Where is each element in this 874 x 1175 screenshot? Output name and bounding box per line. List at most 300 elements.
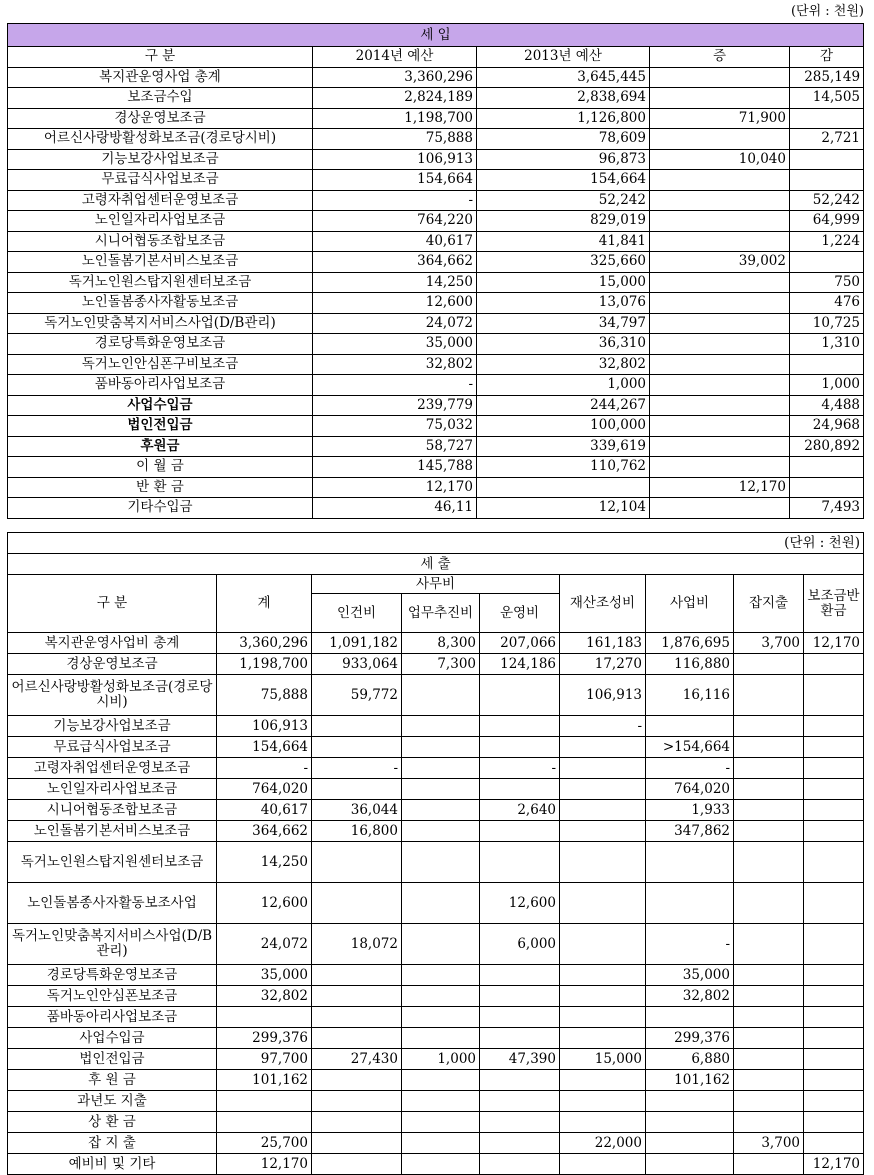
revenue-row-2013: 36,310 bbox=[477, 334, 650, 355]
revenue-row-2014: 75,032 bbox=[313, 416, 477, 437]
revenue-row bbox=[8, 477, 864, 498]
expense-row-refund bbox=[804, 1112, 864, 1133]
revenue-row-2014: 154,664 bbox=[313, 170, 477, 191]
revenue-row-2014: 2,824,189 bbox=[313, 88, 477, 109]
revenue-col-increase: 증 bbox=[650, 47, 790, 68]
expense-row-refund bbox=[804, 758, 864, 779]
expense-row-name: 법인전입금 bbox=[8, 1049, 217, 1070]
revenue-row bbox=[8, 375, 864, 396]
expense-row-asset: 106,913 bbox=[560, 675, 646, 716]
expense-row-personnel: 18,072 bbox=[312, 924, 402, 965]
expense-row-name: 독거노인맞춤복지서비스사업(D/B관리) bbox=[8, 924, 217, 965]
expense-row-business bbox=[646, 716, 734, 737]
expense-row-asset bbox=[560, 800, 646, 821]
expense-row-business: 6,880 bbox=[646, 1049, 734, 1070]
expense-col-personnel: 인건비 bbox=[312, 594, 402, 633]
revenue-row bbox=[8, 416, 864, 437]
revenue-row-name: 기타수입금 bbox=[8, 498, 313, 519]
expense-row-personnel bbox=[312, 883, 402, 924]
expense-row-business: 35,000 bbox=[646, 965, 734, 986]
expense-row-work-promo: 8,300 bbox=[402, 633, 480, 654]
expense-row-total: 40,617 bbox=[217, 800, 312, 821]
revenue-row-2013: 41,841 bbox=[477, 231, 650, 252]
revenue-row-name: 사업수입금 bbox=[8, 395, 313, 416]
expense-row-total: 75,888 bbox=[217, 675, 312, 716]
expense-row-refund bbox=[804, 737, 864, 758]
expense-row-total bbox=[217, 1091, 312, 1112]
revenue-row-name: 어르신사랑방활성화보조금(경로당시비) bbox=[8, 129, 313, 150]
expense-col-misc: 잡지출 bbox=[734, 575, 804, 633]
expense-row bbox=[8, 1091, 864, 1112]
expense-row-personnel bbox=[312, 1112, 402, 1133]
expense-row-operation bbox=[480, 821, 560, 842]
expense-section-title: 세 출 bbox=[8, 554, 864, 575]
expense-row-refund bbox=[804, 800, 864, 821]
expense-row-operation bbox=[480, 1091, 560, 1112]
expense-row-misc: 3,700 bbox=[734, 633, 804, 654]
expense-row-total: 25,700 bbox=[217, 1133, 312, 1154]
revenue-row-increase bbox=[650, 334, 790, 355]
revenue-row-decrease bbox=[790, 252, 864, 273]
expense-col-business: 사업비 bbox=[646, 575, 734, 633]
expense-row-work-promo: 7,300 bbox=[402, 654, 480, 675]
expense-row-name: 예비비 및 기타 bbox=[8, 1154, 217, 1175]
expense-row bbox=[8, 1154, 864, 1175]
expense-row-refund bbox=[804, 675, 864, 716]
expense-row-name: 경상운영보조금 bbox=[8, 654, 217, 675]
expense-row-total: 154,664 bbox=[217, 737, 312, 758]
expense-row-name: 독거노인원스탑지원센터보조금 bbox=[8, 842, 217, 883]
expense-row-misc bbox=[734, 821, 804, 842]
expense-row-misc bbox=[734, 737, 804, 758]
expense-row-name: 복지관운영사업비 총계 bbox=[8, 633, 217, 654]
expense-row-business bbox=[646, 1112, 734, 1133]
revenue-row bbox=[8, 129, 864, 150]
expense-row-work-promo bbox=[402, 675, 480, 716]
expense-row-operation bbox=[480, 1007, 560, 1028]
expense-row-asset bbox=[560, 986, 646, 1007]
revenue-row bbox=[8, 88, 864, 109]
expense-row-asset bbox=[560, 883, 646, 924]
revenue-row-decrease: 280,892 bbox=[790, 436, 864, 457]
expense-row-total: 35,000 bbox=[217, 965, 312, 986]
revenue-row-2014: 1,198,700 bbox=[313, 108, 477, 129]
expense-row-total: 764,020 bbox=[217, 779, 312, 800]
expense-row bbox=[8, 633, 864, 654]
revenue-row-2013: 1,000 bbox=[477, 375, 650, 396]
revenue-row bbox=[8, 211, 864, 232]
revenue-row-increase: 39,002 bbox=[650, 252, 790, 273]
revenue-row-2013: 1,126,800 bbox=[477, 108, 650, 129]
revenue-row-decrease bbox=[790, 457, 864, 478]
revenue-row-name: 이 월 금 bbox=[8, 457, 313, 478]
revenue-row-2014: - bbox=[313, 375, 477, 396]
revenue-row-2013: 3,645,445 bbox=[477, 67, 650, 88]
expense-row-work-promo bbox=[402, 779, 480, 800]
expense-row-personnel bbox=[312, 1028, 402, 1049]
revenue-row-2013: 244,267 bbox=[477, 395, 650, 416]
revenue-row-name: 반 환 금 bbox=[8, 477, 313, 498]
expense-row-personnel: 933,064 bbox=[312, 654, 402, 675]
expense-row-asset bbox=[560, 842, 646, 883]
expense-row-misc bbox=[734, 842, 804, 883]
expense-row-name: 경로당특화운영보조금 bbox=[8, 965, 217, 986]
revenue-row-increase bbox=[650, 375, 790, 396]
expense-row-operation bbox=[480, 986, 560, 1007]
expense-row-work-promo bbox=[402, 1091, 480, 1112]
expense-row-operation bbox=[480, 1028, 560, 1049]
revenue-row bbox=[8, 149, 864, 170]
revenue-row bbox=[8, 457, 864, 478]
revenue-row bbox=[8, 498, 864, 519]
expense-row-work-promo bbox=[402, 737, 480, 758]
revenue-row-2014: 75,888 bbox=[313, 129, 477, 150]
revenue-row-increase bbox=[650, 88, 790, 109]
revenue-row-increase bbox=[650, 498, 790, 519]
expense-row-business: >154,664 bbox=[646, 737, 734, 758]
expense-row-total: 364,662 bbox=[217, 821, 312, 842]
revenue-row-2013: 13,076 bbox=[477, 293, 650, 314]
expense-row-misc bbox=[734, 758, 804, 779]
expense-row-refund bbox=[804, 1028, 864, 1049]
expense-row-business: 101,162 bbox=[646, 1070, 734, 1091]
revenue-row-decrease: 285,149 bbox=[790, 67, 864, 88]
expense-row-refund bbox=[804, 1070, 864, 1091]
expense-row bbox=[8, 924, 864, 965]
revenue-row-name: 독거노인원스탑지원센터보조금 bbox=[8, 272, 313, 293]
expense-row-operation: 6,000 bbox=[480, 924, 560, 965]
revenue-row-decrease: 4,488 bbox=[790, 395, 864, 416]
revenue-row-increase bbox=[650, 416, 790, 437]
revenue-row-decrease: 64,999 bbox=[790, 211, 864, 232]
revenue-row-2013: 34,797 bbox=[477, 313, 650, 334]
revenue-row-name: 독거노인맞춤복지서비스사업(D/B관리) bbox=[8, 313, 313, 334]
expense-row bbox=[8, 1112, 864, 1133]
expense-row-total: 12,170 bbox=[217, 1154, 312, 1175]
expense-row-personnel: 36,044 bbox=[312, 800, 402, 821]
revenue-row bbox=[8, 108, 864, 129]
expense-row-misc bbox=[734, 654, 804, 675]
expense-row-operation: 207,066 bbox=[480, 633, 560, 654]
expense-row-personnel bbox=[312, 1070, 402, 1091]
revenue-table bbox=[7, 23, 864, 519]
revenue-row-name: 품바동아리사업보조금 bbox=[8, 375, 313, 396]
expense-row-name: 잡 지 출 bbox=[8, 1133, 217, 1154]
revenue-row bbox=[8, 252, 864, 273]
expense-row bbox=[8, 737, 864, 758]
revenue-row-decrease: 2,721 bbox=[790, 129, 864, 150]
expense-row-operation bbox=[480, 779, 560, 800]
expense-row-operation bbox=[480, 842, 560, 883]
revenue-row bbox=[8, 190, 864, 211]
expense-row-total: 299,376 bbox=[217, 1028, 312, 1049]
revenue-row-increase bbox=[650, 272, 790, 293]
expense-row bbox=[8, 1049, 864, 1070]
revenue-row-name: 시니어협동조합보조금 bbox=[8, 231, 313, 252]
revenue-row-2013: 339,619 bbox=[477, 436, 650, 457]
expense-row-asset: - bbox=[560, 716, 646, 737]
expense-row-misc bbox=[734, 675, 804, 716]
expense-row-personnel bbox=[312, 779, 402, 800]
expense-row-misc bbox=[734, 1028, 804, 1049]
expense-row-personnel: 1,091,182 bbox=[312, 633, 402, 654]
expense-row-business: 32,802 bbox=[646, 986, 734, 1007]
expense-row-personnel: 16,800 bbox=[312, 821, 402, 842]
expense-row-total: 97,700 bbox=[217, 1049, 312, 1070]
expense-row-work-promo bbox=[402, 821, 480, 842]
expense-row-refund: 12,170 bbox=[804, 1154, 864, 1175]
expense-row-total: 101,162 bbox=[217, 1070, 312, 1091]
expense-row-business bbox=[646, 1133, 734, 1154]
expense-row-misc bbox=[734, 1112, 804, 1133]
expense-row-refund bbox=[804, 821, 864, 842]
expense-row-work-promo bbox=[402, 1154, 480, 1175]
expense-row-operation bbox=[480, 1133, 560, 1154]
expense-row-misc bbox=[734, 965, 804, 986]
revenue-row-name: 복지관운영사업 총계 bbox=[8, 67, 313, 88]
revenue-row bbox=[8, 170, 864, 191]
revenue-row-2014: 12,600 bbox=[313, 293, 477, 314]
expense-row-operation: 124,186 bbox=[480, 654, 560, 675]
revenue-row-increase: 71,900 bbox=[650, 108, 790, 129]
expense-row-misc: 3,700 bbox=[734, 1133, 804, 1154]
expense-row-asset bbox=[560, 1091, 646, 1112]
expense-row-name: 상 환 금 bbox=[8, 1112, 217, 1133]
revenue-row-decrease: 750 bbox=[790, 272, 864, 293]
revenue-row-decrease bbox=[790, 108, 864, 129]
expense-row-misc bbox=[734, 779, 804, 800]
expense-col-refund: 보조금반환금 bbox=[804, 575, 864, 633]
expense-row-business: 764,020 bbox=[646, 779, 734, 800]
expense-row-operation bbox=[480, 1112, 560, 1133]
revenue-row-2013: 78,609 bbox=[477, 129, 650, 150]
expense-row-work-promo bbox=[402, 1028, 480, 1049]
expense-row-total bbox=[217, 1112, 312, 1133]
revenue-row-increase bbox=[650, 190, 790, 211]
revenue-row-increase bbox=[650, 354, 790, 375]
expense-row-asset bbox=[560, 758, 646, 779]
expense-row-name: 기능보강사업보조금 bbox=[8, 716, 217, 737]
expense-col-work-promo: 업무추진비 bbox=[402, 594, 480, 633]
revenue-row-increase bbox=[650, 129, 790, 150]
revenue-row-decrease: 24,968 bbox=[790, 416, 864, 437]
expense-row-total: 106,913 bbox=[217, 716, 312, 737]
expense-row-total: 1,198,700 bbox=[217, 654, 312, 675]
expense-row-personnel bbox=[312, 737, 402, 758]
expense-row-operation bbox=[480, 1070, 560, 1091]
expense-row-work-promo bbox=[402, 1112, 480, 1133]
revenue-row-2014: 24,072 bbox=[313, 313, 477, 334]
revenue-row-increase: 10,040 bbox=[650, 149, 790, 170]
revenue-section-header bbox=[8, 24, 864, 47]
revenue-row-name: 독거노인안심폰구비보조금 bbox=[8, 354, 313, 375]
expense-row-operation: 12,600 bbox=[480, 883, 560, 924]
expense-row bbox=[8, 1007, 864, 1028]
expense-col-total: 계 bbox=[217, 575, 312, 633]
expense-row-work-promo bbox=[402, 716, 480, 737]
revenue-section-title: 세 입 bbox=[8, 24, 864, 47]
revenue-row-2014: 145,788 bbox=[313, 457, 477, 478]
expense-row-name: 시니어협동조합보조금 bbox=[8, 800, 217, 821]
revenue-row-increase bbox=[650, 313, 790, 334]
expense-row-work-promo bbox=[402, 965, 480, 986]
revenue-row bbox=[8, 67, 864, 88]
expense-row-refund bbox=[804, 1007, 864, 1028]
revenue-row-increase bbox=[650, 67, 790, 88]
revenue-row-2013: 12,104 bbox=[477, 498, 650, 519]
expense-row bbox=[8, 821, 864, 842]
revenue-row-decrease bbox=[790, 477, 864, 498]
revenue-row-2014: 239,779 bbox=[313, 395, 477, 416]
expense-row-name: 후 원 금 bbox=[8, 1070, 217, 1091]
revenue-row-name: 법인전입금 bbox=[8, 416, 313, 437]
revenue-row-decrease: 14,505 bbox=[790, 88, 864, 109]
expense-section-header bbox=[8, 554, 864, 575]
expense-row-asset bbox=[560, 1028, 646, 1049]
expense-row bbox=[8, 842, 864, 883]
expense-row-operation bbox=[480, 675, 560, 716]
expense-row-name: 무료급식사업보조금 bbox=[8, 737, 217, 758]
revenue-row-2013: 15,000 bbox=[477, 272, 650, 293]
revenue-row-name: 고령자취업센터운영보조금 bbox=[8, 190, 313, 211]
revenue-row-increase bbox=[650, 395, 790, 416]
revenue-row-name: 노인일자리사업보조금 bbox=[8, 211, 313, 232]
revenue-row-2014: - bbox=[313, 190, 477, 211]
expense-row bbox=[8, 716, 864, 737]
revenue-row-increase bbox=[650, 436, 790, 457]
revenue-row-decrease: 476 bbox=[790, 293, 864, 314]
expense-row-personnel: 27,430 bbox=[312, 1049, 402, 1070]
expense-row-name: 고령자취업센터운영보조금 bbox=[8, 758, 217, 779]
expense-row-total: 32,802 bbox=[217, 986, 312, 1007]
revenue-row-2013 bbox=[477, 477, 650, 498]
expense-col-operation: 운영비 bbox=[480, 594, 560, 633]
expense-row-personnel: 59,772 bbox=[312, 675, 402, 716]
expense-row-business: - bbox=[646, 924, 734, 965]
expense-row-operation bbox=[480, 965, 560, 986]
expense-row-name: 품바동아리사업보조금 bbox=[8, 1007, 217, 1028]
revenue-row-decrease bbox=[790, 354, 864, 375]
expense-row bbox=[8, 986, 864, 1007]
revenue-row bbox=[8, 293, 864, 314]
revenue-row-decrease: 1,000 bbox=[790, 375, 864, 396]
expense-row-refund bbox=[804, 883, 864, 924]
revenue-row-2014: 35,000 bbox=[313, 334, 477, 355]
expense-row-business bbox=[646, 1154, 734, 1175]
expense-row-refund bbox=[804, 842, 864, 883]
expense-row-refund bbox=[804, 1091, 864, 1112]
revenue-row-decrease: 1,224 bbox=[790, 231, 864, 252]
expense-row-refund bbox=[804, 779, 864, 800]
expense-row-total: - bbox=[217, 758, 312, 779]
expense-row-total: 24,072 bbox=[217, 924, 312, 965]
expense-row-personnel bbox=[312, 1133, 402, 1154]
expense-row-asset bbox=[560, 924, 646, 965]
expense-row bbox=[8, 965, 864, 986]
expense-row-operation bbox=[480, 716, 560, 737]
expense-row-work-promo bbox=[402, 842, 480, 883]
expense-table bbox=[7, 532, 864, 1175]
revenue-row-2013: 96,873 bbox=[477, 149, 650, 170]
expense-row-refund: 12,170 bbox=[804, 633, 864, 654]
expense-row-name: 독거노인안심폰보조금 bbox=[8, 986, 217, 1007]
revenue-row-2014: 40,617 bbox=[313, 231, 477, 252]
expense-row-asset bbox=[560, 821, 646, 842]
revenue-col-category: 구 분 bbox=[8, 47, 313, 68]
expense-row-business: 347,862 bbox=[646, 821, 734, 842]
revenue-row-decrease: 52,242 bbox=[790, 190, 864, 211]
revenue-row bbox=[8, 436, 864, 457]
revenue-row-2014: 46,11 bbox=[313, 498, 477, 519]
expense-row-work-promo bbox=[402, 1133, 480, 1154]
revenue-row-name: 경로당특화운영보조금 bbox=[8, 334, 313, 355]
expense-row-name: 어르신사랑방활성화보조금(경로당시비) bbox=[8, 675, 217, 716]
expense-row bbox=[8, 1070, 864, 1091]
revenue-row-name: 후원금 bbox=[8, 436, 313, 457]
revenue-row-increase bbox=[650, 457, 790, 478]
expense-row-asset: 161,183 bbox=[560, 633, 646, 654]
expense-row-total: 12,600 bbox=[217, 883, 312, 924]
expense-row-misc bbox=[734, 883, 804, 924]
expense-row-name: 사업수입금 bbox=[8, 1028, 217, 1049]
revenue-row-2013: 52,242 bbox=[477, 190, 650, 211]
expense-row-business: 1,933 bbox=[646, 800, 734, 821]
revenue-row-2013: 154,664 bbox=[477, 170, 650, 191]
revenue-row-increase bbox=[650, 231, 790, 252]
expense-row-refund bbox=[804, 924, 864, 965]
expense-row-operation bbox=[480, 1154, 560, 1175]
expense-row-operation bbox=[480, 737, 560, 758]
revenue-row-name: 경상운영보조금 bbox=[8, 108, 313, 129]
revenue-row-2013: 32,802 bbox=[477, 354, 650, 375]
revenue-row-2013: 325,660 bbox=[477, 252, 650, 273]
revenue-col-2014: 2014년 예산 bbox=[313, 47, 477, 68]
revenue-row-2014: 106,913 bbox=[313, 149, 477, 170]
expense-row-work-promo bbox=[402, 1007, 480, 1028]
expense-row-work-promo bbox=[402, 758, 480, 779]
expense-row-business bbox=[646, 1007, 734, 1028]
revenue-col-2013: 2013년 예산 bbox=[477, 47, 650, 68]
expense-row-asset: 17,270 bbox=[560, 654, 646, 675]
expense-row bbox=[8, 675, 864, 716]
revenue-row-2013: 2,838,694 bbox=[477, 88, 650, 109]
expense-row-name: 과년도 지출 bbox=[8, 1091, 217, 1112]
revenue-row-increase: 12,170 bbox=[650, 477, 790, 498]
expense-row-personnel bbox=[312, 965, 402, 986]
expense-row-name: 노인돌봄종사자활동보조사업 bbox=[8, 883, 217, 924]
expense-row bbox=[8, 800, 864, 821]
expense-row-total bbox=[217, 1007, 312, 1028]
expense-row-asset bbox=[560, 965, 646, 986]
revenue-row bbox=[8, 313, 864, 334]
expense-row-name: 노인돌봄기본서비스보조금 bbox=[8, 821, 217, 842]
expense-row-refund bbox=[804, 1133, 864, 1154]
expense-row-asset bbox=[560, 1070, 646, 1091]
revenue-row-increase bbox=[650, 211, 790, 232]
expense-row-asset: 22,000 bbox=[560, 1133, 646, 1154]
expense-row-work-promo bbox=[402, 800, 480, 821]
expense-row-work-promo bbox=[402, 924, 480, 965]
expense-row-name: 노인일자리사업보조금 bbox=[8, 779, 217, 800]
revenue-row-name: 노인돌봄기본서비스보조금 bbox=[8, 252, 313, 273]
expense-row-business bbox=[646, 883, 734, 924]
expense-row-asset: 15,000 bbox=[560, 1049, 646, 1070]
expense-row bbox=[8, 758, 864, 779]
expense-row-personnel bbox=[312, 842, 402, 883]
expense-row bbox=[8, 1133, 864, 1154]
expense-row-business: 299,376 bbox=[646, 1028, 734, 1049]
expense-row-refund bbox=[804, 986, 864, 1007]
